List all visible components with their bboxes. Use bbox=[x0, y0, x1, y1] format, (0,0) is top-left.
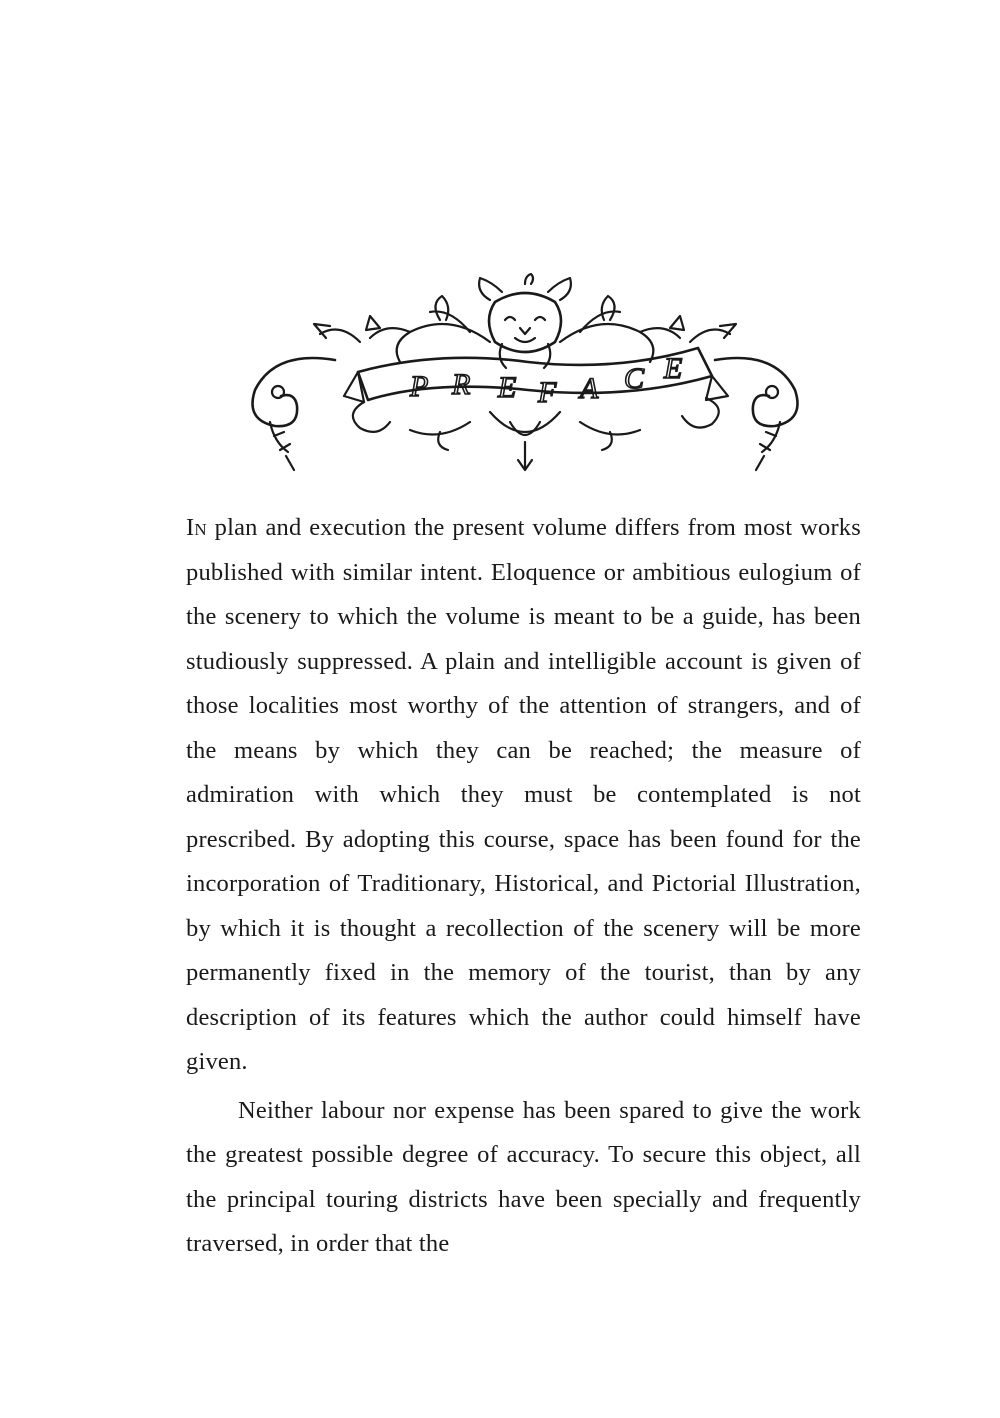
preface-paragraph-1 bbox=[186, 506, 861, 1085]
paragraph-lead-word: In bbox=[186, 514, 207, 541]
preface-paragraph-2 bbox=[186, 1089, 861, 1267]
heading-letter-e2: E bbox=[664, 352, 683, 385]
heading-letter-e: E bbox=[498, 371, 517, 404]
heading-letter-p: P bbox=[410, 370, 429, 403]
preface-header-ornament bbox=[240, 272, 810, 477]
paragraph-1-text: plan and execution the present volume differs from most works published with similar intent. Eloquence or ambitious eulogium of the scenery to which the volume is meant to be a guide, has been studiously suppressed. A plain and intelligible account is given of those localities most worthy of the attention of strangers, and of the means by which they can be reached; the measure of admiration with which they must be contemplated is not prescribed. By adopting this course, space has been found for the incorporation of Traditionary, Historical, and Pictorial Illustration, by which it is thought a recollection of the scenery will be more permanently fixed in the memory of the tourist, than by any description of its features which the author could himself have given. bbox=[186, 514, 861, 1075]
preface-body bbox=[186, 506, 861, 1267]
paragraph-2-text: Neither labour nor expense has been spared to give the work the greatest possible degree of accuracy. To secure this object, all the principal touring districts have been specially and frequently traversed, in order that the bbox=[186, 1096, 861, 1257]
heading-letter-r: R bbox=[452, 368, 471, 401]
lion-head-scroll-ornament-icon bbox=[240, 272, 810, 477]
heading-letter-a: A bbox=[580, 372, 599, 405]
heading-letter-c: C bbox=[624, 362, 645, 395]
heading-letter-f: F bbox=[538, 376, 557, 409]
